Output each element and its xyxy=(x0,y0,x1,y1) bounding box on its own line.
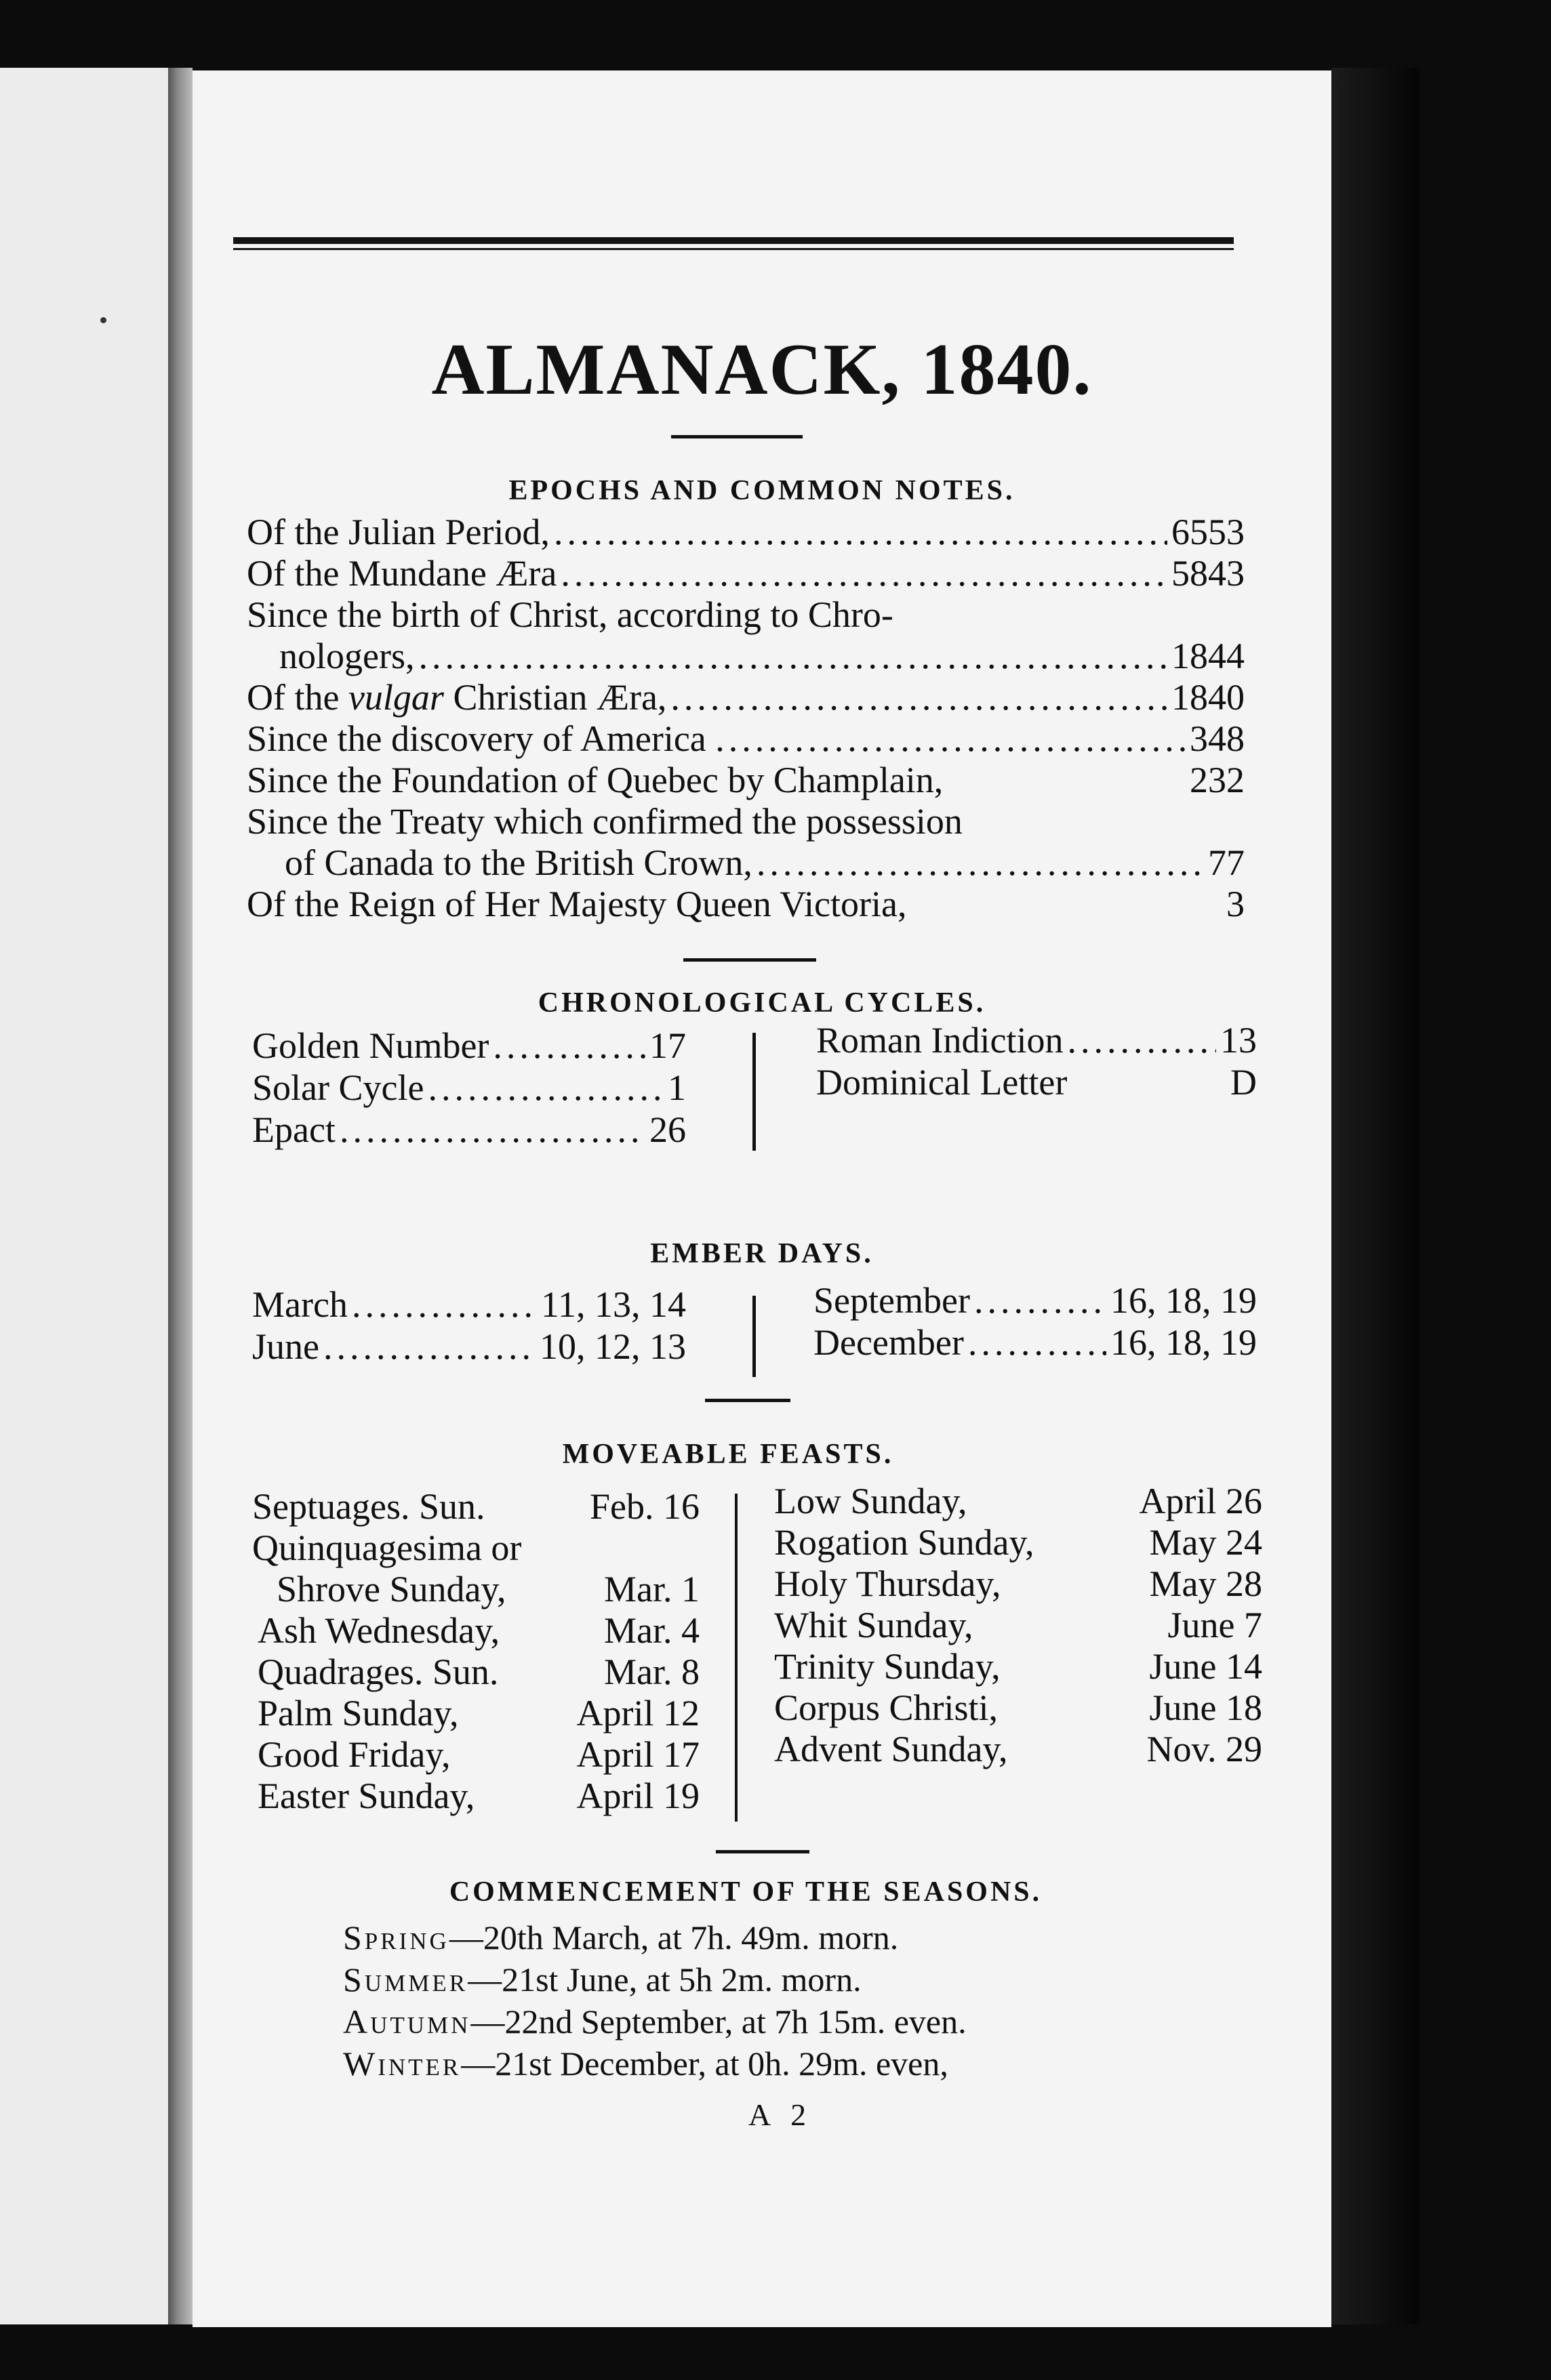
epoch-row: Of the Mundane Æra ..... 5843 xyxy=(247,552,1245,594)
cycle-row: Epact ..... 26 xyxy=(252,1109,686,1151)
feast-row: Trinity Sunday, June 14 xyxy=(774,1646,1262,1687)
cycle-row: Golden Number ..... 17 xyxy=(252,1025,686,1067)
season-row: Summer—21st June, at 5h 2m. morn. xyxy=(343,1961,862,1998)
ember-row: December ..... 16, 18, 19 xyxy=(813,1321,1257,1363)
cycle-row: Roman Indiction ..... 13 xyxy=(816,1019,1257,1061)
feast-row: Good Friday, April 17 xyxy=(258,1734,700,1775)
feast-row: Easter Sunday, April 19 xyxy=(258,1776,700,1816)
column-divider xyxy=(752,1033,756,1151)
feast-row: Palm Sunday, April 12 xyxy=(258,1693,700,1733)
season-row: Spring—20th March, at 7h. 49m. morn. xyxy=(343,1919,899,1956)
title-divider xyxy=(671,435,803,438)
ember-heading: EMBER DAYS. xyxy=(650,1238,874,1269)
feasts-heading: MOVEABLE FEASTS. xyxy=(562,1439,894,1470)
column-divider xyxy=(752,1296,756,1377)
header-thin-rule xyxy=(233,248,1234,250)
feast-row: Corpus Christi, June 18 xyxy=(774,1687,1262,1728)
ember-row: June ..... 10, 12, 13 xyxy=(252,1326,686,1368)
cycle-row: Solar Cycle ..... 1 xyxy=(252,1067,686,1109)
epoch-row: Of the Julian Period, ..... 6553 xyxy=(247,511,1245,553)
feast-row: Whit Sunday, June 7 xyxy=(774,1605,1262,1645)
epoch-row: Since the discovery of America . ..... 348 xyxy=(247,718,1245,760)
ember-row: September ..... 16, 18, 19 xyxy=(813,1279,1257,1321)
epoch-row: nologers, ..... 1844 xyxy=(279,635,1245,677)
book-gutter xyxy=(168,68,193,2324)
epoch-row: Since the Foundation of Quebec by Champlain, 232 xyxy=(247,760,1245,800)
epoch-row: Of the Reign of Her Majesty Queen Victoria, 3 xyxy=(247,884,1245,924)
feast-row: Ash Wednesday, Mar. 4 xyxy=(258,1610,700,1651)
epoch-row: Since the birth of Christ, according to Chro- xyxy=(247,594,893,635)
cycles-heading: CHRONOLOGICAL CYCLES. xyxy=(538,987,986,1019)
feast-row: Rogation Sunday, May 24 xyxy=(774,1522,1262,1563)
epoch-row: Since the Treaty which confirmed the possession xyxy=(247,801,963,842)
feast-row: Advent Sunday, Nov. 29 xyxy=(774,1729,1262,1769)
header-thick-rule xyxy=(233,237,1234,244)
cycle-row: Dominical Letter D xyxy=(816,1062,1257,1103)
section-divider xyxy=(705,1399,790,1402)
ember-row: March ..... 11, 13, 14 xyxy=(252,1284,686,1326)
page-title: ALMANACK, 1840. xyxy=(431,329,1093,410)
feast-row: Low Sunday, April 26 xyxy=(774,1481,1262,1521)
section-divider xyxy=(716,1850,809,1853)
epoch-row: of Canada to the British Crown, ..... 77 xyxy=(285,842,1245,884)
epochs-heading: EPOCHS AND COMMON NOTES. xyxy=(508,475,1015,506)
signature-mark: A 2 xyxy=(748,2097,813,2132)
feast-row: Holy Thursday, May 28 xyxy=(774,1563,1262,1604)
season-row: Autumn—22nd September, at 7h 15m. even. xyxy=(343,2003,967,2040)
almanack-page xyxy=(193,70,1331,2327)
section-divider xyxy=(683,958,816,962)
feast-row: Quadrages. Sun. Mar. 8 xyxy=(258,1651,700,1692)
epoch-row: Of the vulgar Christian Æra, ..... 1840 xyxy=(247,676,1245,718)
feast-row: Septuages. Sun. Feb. 16 xyxy=(252,1486,700,1527)
seasons-heading: COMMENCEMENT OF THE SEASONS. xyxy=(449,1876,1043,1908)
feast-row: Shrove Sunday, Mar. 1 xyxy=(277,1569,700,1609)
book-edge xyxy=(1331,68,1419,2324)
facing-page xyxy=(0,68,168,2324)
column-divider xyxy=(735,1494,738,1822)
season-row: Winter—21st December, at 0h. 29m. even, xyxy=(343,2045,948,2082)
ink-speck xyxy=(100,317,106,323)
feast-row: Quinquagesima or xyxy=(252,1527,522,1568)
